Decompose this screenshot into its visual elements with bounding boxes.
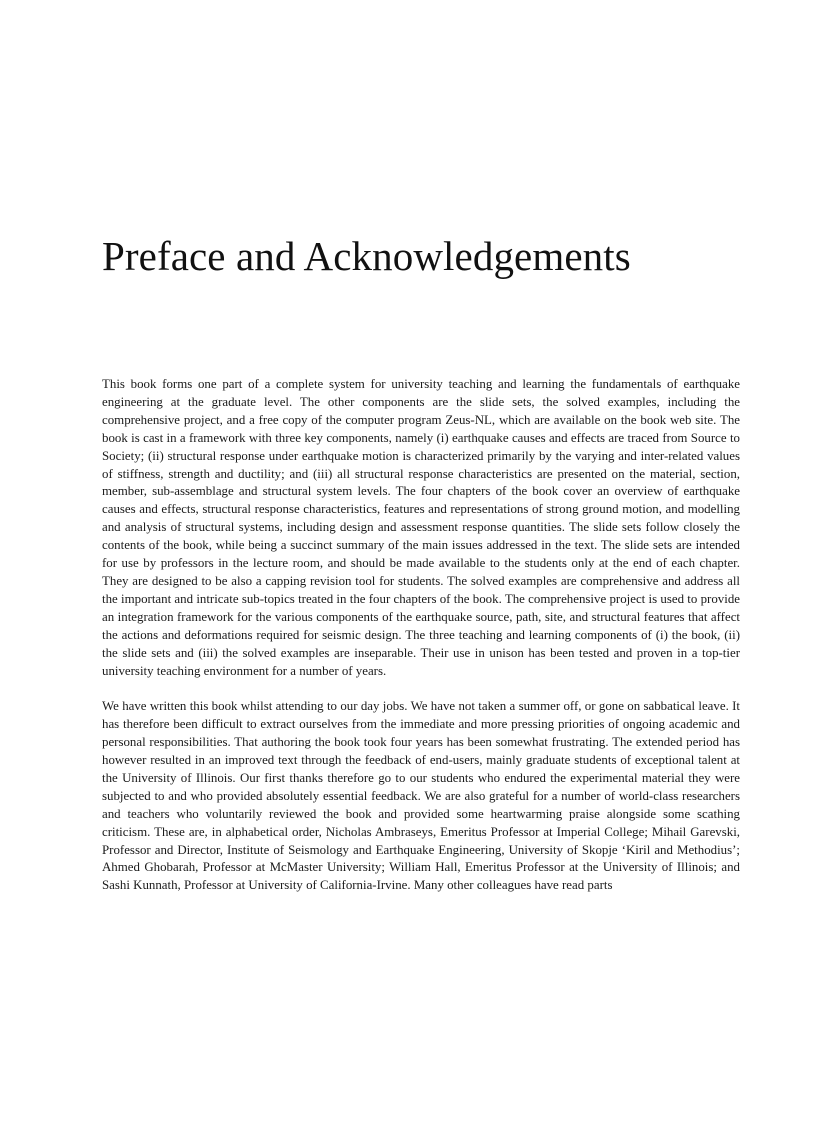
chapter-title: Preface and Acknowledgements bbox=[102, 233, 631, 279]
paragraph: This book forms one part of a complete system for university teaching and learning the fundamentals of earthquake engineering at the graduate level. The other components are the slide sets, the solved examples, including the comprehensive project, and a free copy of the computer program Zeus-NL, which are available on the book web site. The book is cast in a framework with three key components, namely (i) earthquake causes and effects are traced from Source to Society; (ii) structural response under earthquake motion is characterized primarily by the varying and inter-related values of stiffness, strength and ductility; and (iii) all structural response characteristics are presented on the material, section, member, sub-assemblage and structural system levels. The four chapters of the book cover an overview of earthquake causes and effects, structural response characteristics, features and representations of strong ground motion, and modelling and analysis of structural systems, including design and assessment response quantities. The slide sets follow closely the contents of the book, while being a succinct summary of the main issues addressed in the text. The slide sets are intended for use by professors in the lecture room, and should be made available to the students only at the end of each chapter. They are designed to be also a capping revision tool for students. The solved examples are comprehensive and address all the important and intricate sub-topics treated in the four chapters of the book. The comprehensive project is used to provide an integration framework for the various components of the earthquake source, path, site, and structural features that affect the actions and deformations required for seismic design. The three teaching and learning components of (i) the book, (ii) the slide sets and (iii) the solved examples are inseparable. Their use in unison has been tested and proven in a top-tier university teaching environment for a number of years. bbox=[102, 377, 740, 678]
body-text bbox=[102, 376, 740, 895]
paragraph: We have written this book whilst attending to our day jobs. We have not taken a summer off, or gone on sabbatical leave. It has therefore been difficult to extract ourselves from the immediate and more pressing priorities of ongoing academic and personal responsibilities. That authoring the book took four years has been somewhat frustrating. The extended period has however resulted in an improved text through the feedback of end-users, mainly graduate students of exceptional talent at the University of Illinois. Our first thanks therefore go to our students who endured the experimental material they were subjected to and who provided absolutely essential feedback. We are also grateful for a number of world-class researchers and teachers who voluntarily reviewed the book and provided some heartwarming praise alongside some scathing criticism. These are, in alphabetical order, Nicholas Ambraseys, Emeritus Professor at Imperial College; Mihail Garevski, Professor and Director, Institute of Seismology and Earthquake Engineering, University of Skopje ‘Kiril and Methodius’; Ahmed Ghobarah, Professor at McMaster University; William Hall, Emeritus Professor at the University of Illinois; and Sashi Kunnath, Professor at University of California-Irvine. Many other colleagues have read parts bbox=[102, 699, 740, 893]
